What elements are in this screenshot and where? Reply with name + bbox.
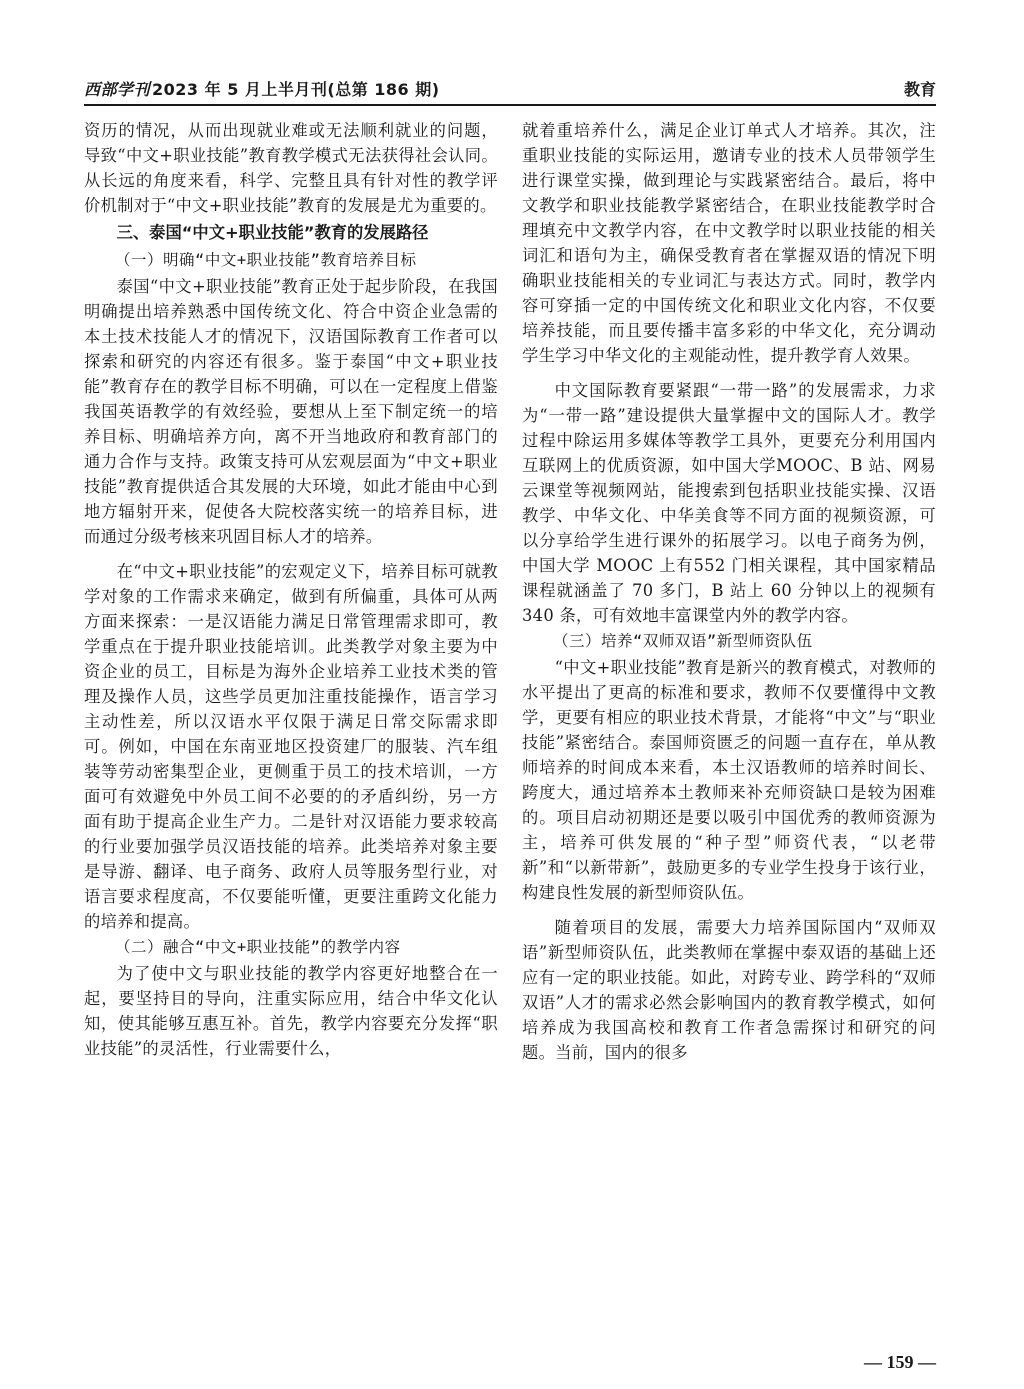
paragraph: 为了使中文与职业技能的教学内容更好地整合在一起，要坚持目的导向，注重实际应用，结合中华文化认知，使其能够互惠互补。首先，教学内容要充分发挥“职业技能”的灵活性，行业需要什么， [84, 964, 498, 1058]
paragraph: 在“中文+职业技能”的宏观定义下，培养目标可就教学对象的工作需求来确定，做到有所偏重，具体可从两方面来探索：一是汉语能力满足日常管理需求即可，教学重点在于提升职业技能培训。此类教学对象主要为中资企业的员工，目标是为海外企业培养工业技术类的管理及操作人员，这些学员更加注重技能操作，语言学习主动性差，所以汉语水平仅限于满足日常交际需求即可。例如，中国在东南亚地区投资建厂的服装、汽车组装等劳动密集型企业，更侧重于员工的技术培训，一方面可有效避免中外员工间不必要的的矛盾纠纷，另一方面有助于提高企业生产力。二是针对汉语能力要求较高的行业要加强学员汉语技能的培养。此类培养对象主要是导游、翻译、电子商务、政府人员等服务型行业，对语言要求程度高，不仅要能听懂，更要注重跨文化能力的培养和提高。 [84, 562, 498, 931]
paragraph: 随着项目的发展，需要大力培养国际国内“双师双语”新型师资队伍，此类教师在掌握中泰双语的基础上还应有一定的职业技能。如此，对跨专业、跨学科的“双师双语”人才的需求必然会影响国内的教育教学模式，如何培养成为我国高校和教育工作者急需探讨和研究的问题。当前，国内的很多 [522, 918, 936, 1062]
section-name: 教育 [903, 80, 936, 99]
paragraph: “中文+职业技能”教育是新兴的教育模式，对教师的水平提出了更高的标准和要求，教师不仅要懂得中文教学，更要有相应的职业技术背景，才能将“中文”与“职业技能”紧密结合。泰国师资匮乏的问题一直存在，单从教师培养的时间成本来看，本土汉语教师的培养时间长、跨度大，通过培养本土教师来补充师资缺口是较为困难的。项目启动初期还是要以吸引中国优秀的教师资源为主，培养可供发展的“种子型”师资代表，“以老带新”和“以新带新”，鼓励更多的专业学生投身于该行业，构建良性发展的新型师资队伍。 [522, 658, 936, 902]
left-column [84, 118, 498, 1065]
journal-title [84, 77, 440, 100]
article-body [84, 118, 936, 1065]
paragraph-gap [522, 905, 936, 915]
paragraph: 中文国际教育要紧跟“一带一路”的发展需求，力求为“一带一路”建设提供大量掌握中文的国际人才。教学过程中除运用多媒体等教学工具外，更要充分利用国内互联网上的优质资源，如中国大学MOOC、B 站、网易云课堂等视频网站，能搜索到包括职业技能实操、汉语教学、中华文化、中华美食等不同方面的视频资源，可以分享给学生进行课外的拓展学习。以电子商务为例，中国大学 MOOC 上有552 门相关课程，其中国家精品课程就涵盖了 70 多门，B 站上 60 分钟以上的视频有 340 条，可有效地丰富课堂内外的教学内容。 [522, 381, 936, 625]
right-column [522, 118, 936, 1065]
subsection-heading: （三）培养“双师双语”新型师资队伍 [553, 632, 813, 650]
issue-info: 2023 年 5 月上半月刊(总第 186 期) [152, 80, 440, 99]
section-heading: 三、泰国“中文+职业技能”教育的发展路径 [116, 223, 429, 242]
paragraph-gap [522, 368, 936, 378]
subsection-heading: （一）明确“中文+职业技能”教育培养目标 [115, 251, 417, 269]
paragraph: 资历的情况，从而出现就业难或无法顺利就业的问题，导致“中文+职业技能”教育教学模式无法获得社会认同。从长远的角度来看，科学、完整且具有针对性的教学评价机制对于“中文+职业技能”教育的发展是尤为重要的。 [84, 121, 498, 215]
page-number: — 159 — [864, 1352, 936, 1372]
paragraph: 就着重培养什么，满足企业订单式人才培养。其次，注重职业技能的实际运用，邀请专业的技术人员带领学生进行课堂实操，做到理论与实践紧密结合。最后，将中文教学和职业技能教学紧密结合，在职业技能教学时合理填充中文教学内容，在中文教学时以职业技能的相关词汇和语句为主，确保受教育者在掌握双语的情况下明确职业技能相关的专业词汇与表达方式。同时，教学内容可穿插一定的中国传统文化和职业文化内容，不仅要培养技能，而且要传播丰富多彩的中华文化，充分调动学生学习中华文化的主观能动性，提升教学育人效果。 [522, 121, 936, 365]
journal-logo: 西部学刊 [84, 80, 151, 99]
paragraph-gap [84, 549, 498, 559]
running-header [84, 70, 936, 106]
subsection-heading: （二）融合“中文+职业技能”的教学内容 [115, 938, 401, 956]
paragraph: 泰国“中文+职业技能”教育正处于起步阶段，在我国明确提出培养熟悉中国传统文化、符合中资企业急需的本土技术技能人才的情况下，汉语国际教育工作者可以探索和研究的内容还有很多。鉴于泰国“中文+职业技能”教育存在的教学目标不明确，可以在一定程度上借鉴我国英语教学的有效经验，要想从上至下制定统一的培养目标、明确培养方向，离不开当地政府和教育部门的通力合作与支持。政策支持可从宏观层面为“中文+职业技能”教育提供适合其发展的大环境，如此才能由中心到地方辐射开来，促使各大院校落实统一的培养目标，进而通过分级考核来巩固目标人才的培养。 [84, 277, 498, 546]
